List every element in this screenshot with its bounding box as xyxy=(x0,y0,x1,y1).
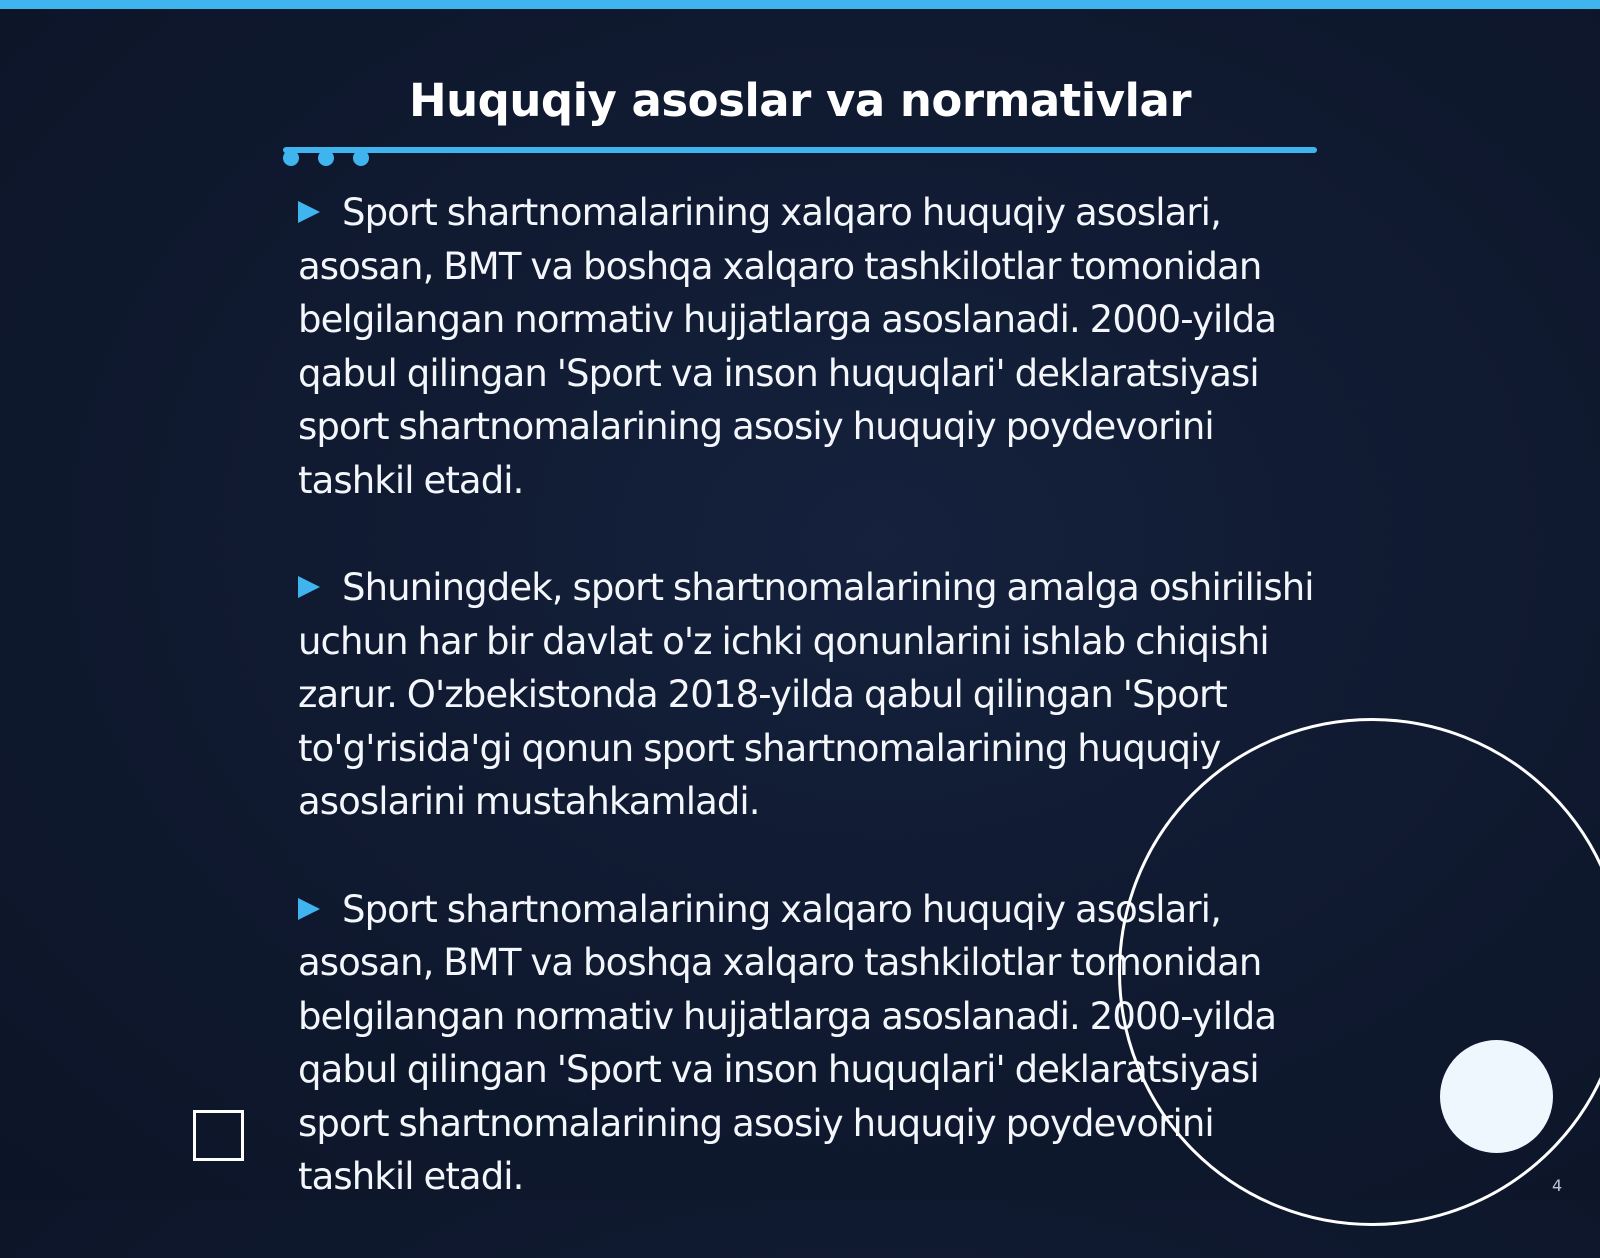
decorative-square-outline xyxy=(193,1110,244,1161)
decorative-dot xyxy=(283,150,299,166)
title-underline xyxy=(283,147,1317,153)
decorative-filled-circle xyxy=(1440,1040,1553,1153)
triangle-bullet-icon xyxy=(298,576,320,598)
triangle-bullet-icon xyxy=(298,201,320,223)
triangle-bullet-icon xyxy=(298,898,320,920)
bullet-text: Sport shartnomalarining xalqaro huquqiy asoslari, asosan, BMT va boshqa xalqaro tashkilotlar tomonidan belgilangan normativ hujjatlarga asoslanadi. 2000-yilda qabul qilingan 'Sport va inson huquqlari' deklaratsiyasi sport shartnomalarining asosiy huquqiy poydevorini tashkil etadi. xyxy=(298,191,1277,502)
decorative-dot xyxy=(318,150,334,166)
bullet-text: Sport shartnomalarining xalqaro huquqiy asoslari, asosan, BMT va boshqa xalqaro tashkilotlar tomonidan belgilangan normativ hujjatlarga asoslanadi. 2000-yilda qabul qilingan 'Sport va inson huquqlari' deklaratsiyasi sport shartnomalarining asosiy huquqiy poydevorini tashkil etadi. xyxy=(298,887,1277,1198)
bullet-text: Shuningdek, sport shartnomalarining amalga oshirilishi uchun har bir davlat o'z ichki qonunlarini ishlab chiqishi zarur. O'zbekistonda 2018-yilda qabul qilingan 'Sport to'g'risida'gi qonun sport shartnomalarining huquqiy asoslarini mustahkamladi. xyxy=(298,566,1314,823)
bullet-item xyxy=(298,186,1338,507)
decorative-dot xyxy=(353,150,369,166)
page-number: 4 xyxy=(1552,1176,1563,1195)
decorative-circle-outline xyxy=(1118,718,1600,1226)
bullet-item xyxy=(298,561,1338,829)
top-accent-bar xyxy=(0,0,1600,9)
slide-title: Huquqiy asoslar va normativlar xyxy=(408,74,1192,127)
